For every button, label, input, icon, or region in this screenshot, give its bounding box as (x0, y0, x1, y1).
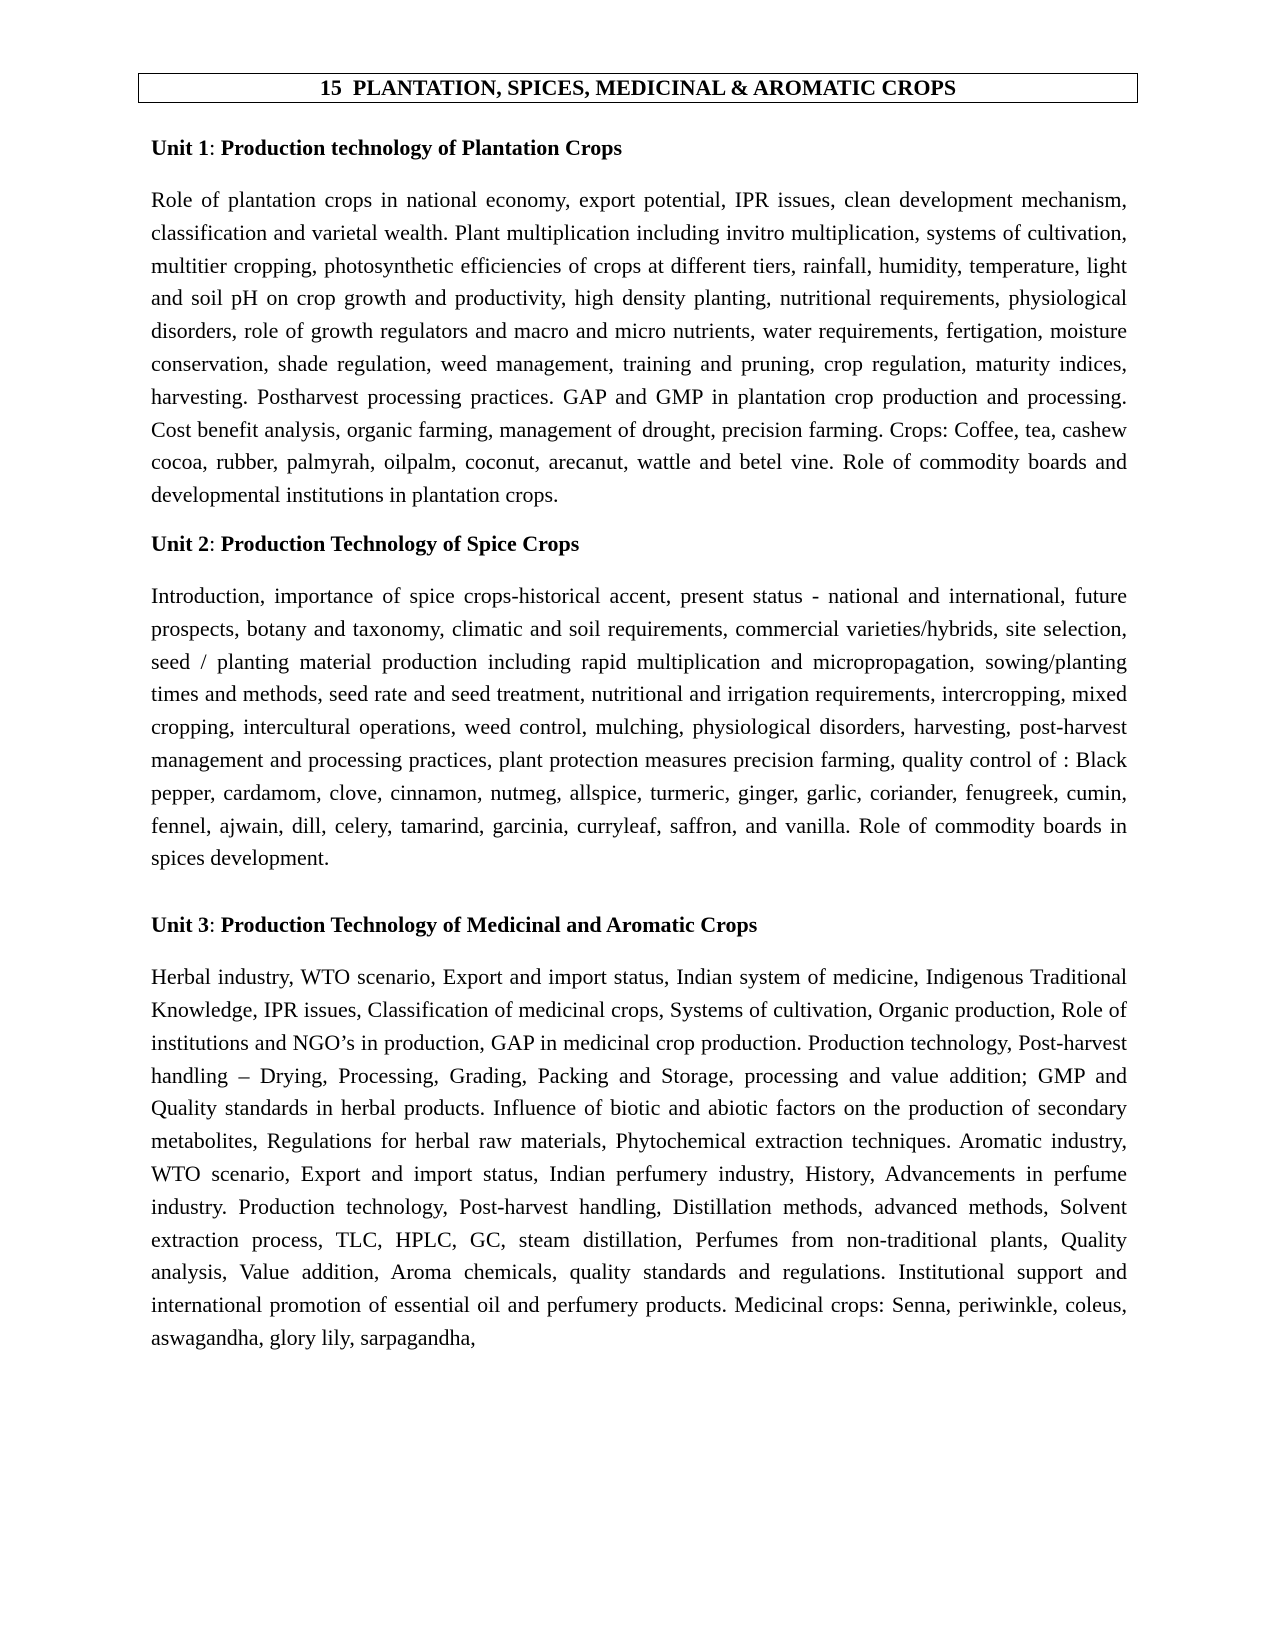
unit-2-heading (151, 528, 1127, 560)
unit-1-heading (151, 132, 1127, 164)
page-title: 15 PLANTATION, SPICES, MEDICINAL & AROMATIC CROPS (319, 75, 957, 100)
unit-3-heading (151, 909, 1127, 941)
unit-1-label: Unit 1 (151, 135, 210, 160)
unit-2-colon: : (209, 530, 216, 556)
unit-3-paragraph: Herbal industry, WTO scenario, Export and import status, Indian system of medicine, Indigenous Traditional Knowledge, IPR issues, Classification of medicinal crops, Systems of cultivation, Organic production, Role of institutions and NGO’s in production, GAP in medicinal crop production. Production technology, Post-harvest handling – Drying, Processing, Grading, Packing and Storage, processing and value addition; GMP and Quality standards in herbal products. Influence of biotic and abiotic factors on the production of secondary metabolites, Regulations for herbal raw materials, Phytochemical extraction techniques. Aromatic industry, WTO scenario, Export and import status, Indian perfumery industry, History, Advancements in perfume industry. Production technology, Post-harvest handling, Distillation methods, advanced methods, Solvent extraction process, TLC, HPLC, GC, steam distillation, Perfumes from non-traditional plants, Quality analysis, Value addition, Aroma chemicals, quality standards and regulations. Institutional support and international promotion of essential oil and perfumery products. Medicinal crops: Senna, periwinkle, coleus, aswagandha, glory lily, sarpagandha, (151, 964, 1127, 1350)
unit-1-title: Production technology of Plantation Crops (220, 135, 623, 160)
unit-2-paragraph: Introduction, importance of spice crops-historical accent, present status - national and international, future prospects, botany and taxonomy, climatic and soil requirements, commercial varieties/hybrids, site selection, seed / planting material production including rapid multiplication and micropropagation, sowing/planting times and methods, seed rate and seed treatment, nutritional and irrigation requirements, intercropping, mixed cropping, intercultural operations, weed control, mulching, physiological disorders, harvesting, post-harvest management and processing practices, plant protection measures precision farming, quality control of : Black pepper, cardamom, clove, cinnamon, nutmeg, allspice, turmeric, ginger, garlic, coriander, fenugreek, cumin, fennel, ajwain, dill, celery, tamarind, garcinia, curryleaf, saffron, and vanilla. Role of commodity boards in spices development. (151, 582, 1127, 871)
unit-3-title: Production Technology of Medicinal and Aromatic Crops (220, 912, 758, 938)
unit-1-colon: : (209, 135, 216, 160)
document-body (151, 132, 1127, 1355)
page-title-box (138, 73, 1138, 103)
unit-3-label: Unit 3 (151, 912, 210, 938)
unit-2-label: Unit 2 (151, 530, 210, 556)
unit-1-paragraph: Role of plantation crops in national economy, export potential, IPR issues, clean development mechanism, classification and varietal wealth. Plant multiplication including invitro multiplication, systems of cultivation, multitier cropping, photosynthetic efficiencies of crops at different tiers, rainfall, humidity, temperature, light and soil pH on crop growth and productivity, high density planting, nutritional requirements, physiological disorders, role of growth regulators and macro and micro nutrients, water requirements, fertigation, moisture conservation, shade regulation, weed management, training and pruning, crop regulation, maturity indices, harvesting. Postharvest processing practices. GAP and GMP in plantation crop production and processing. Cost benefit analysis, organic farming, management of drought, precision farming. Crops: Coffee, tea, cashew cocoa, rubber, palmyrah, oilpalm, coconut, arecanut, wattle and betel vine. Role of commodity boards and developmental institutions in plantation crops. (151, 187, 1127, 508)
unit-2-title: Production Technology of Spice Crops (220, 530, 580, 556)
unit-3-colon: : (209, 912, 216, 938)
